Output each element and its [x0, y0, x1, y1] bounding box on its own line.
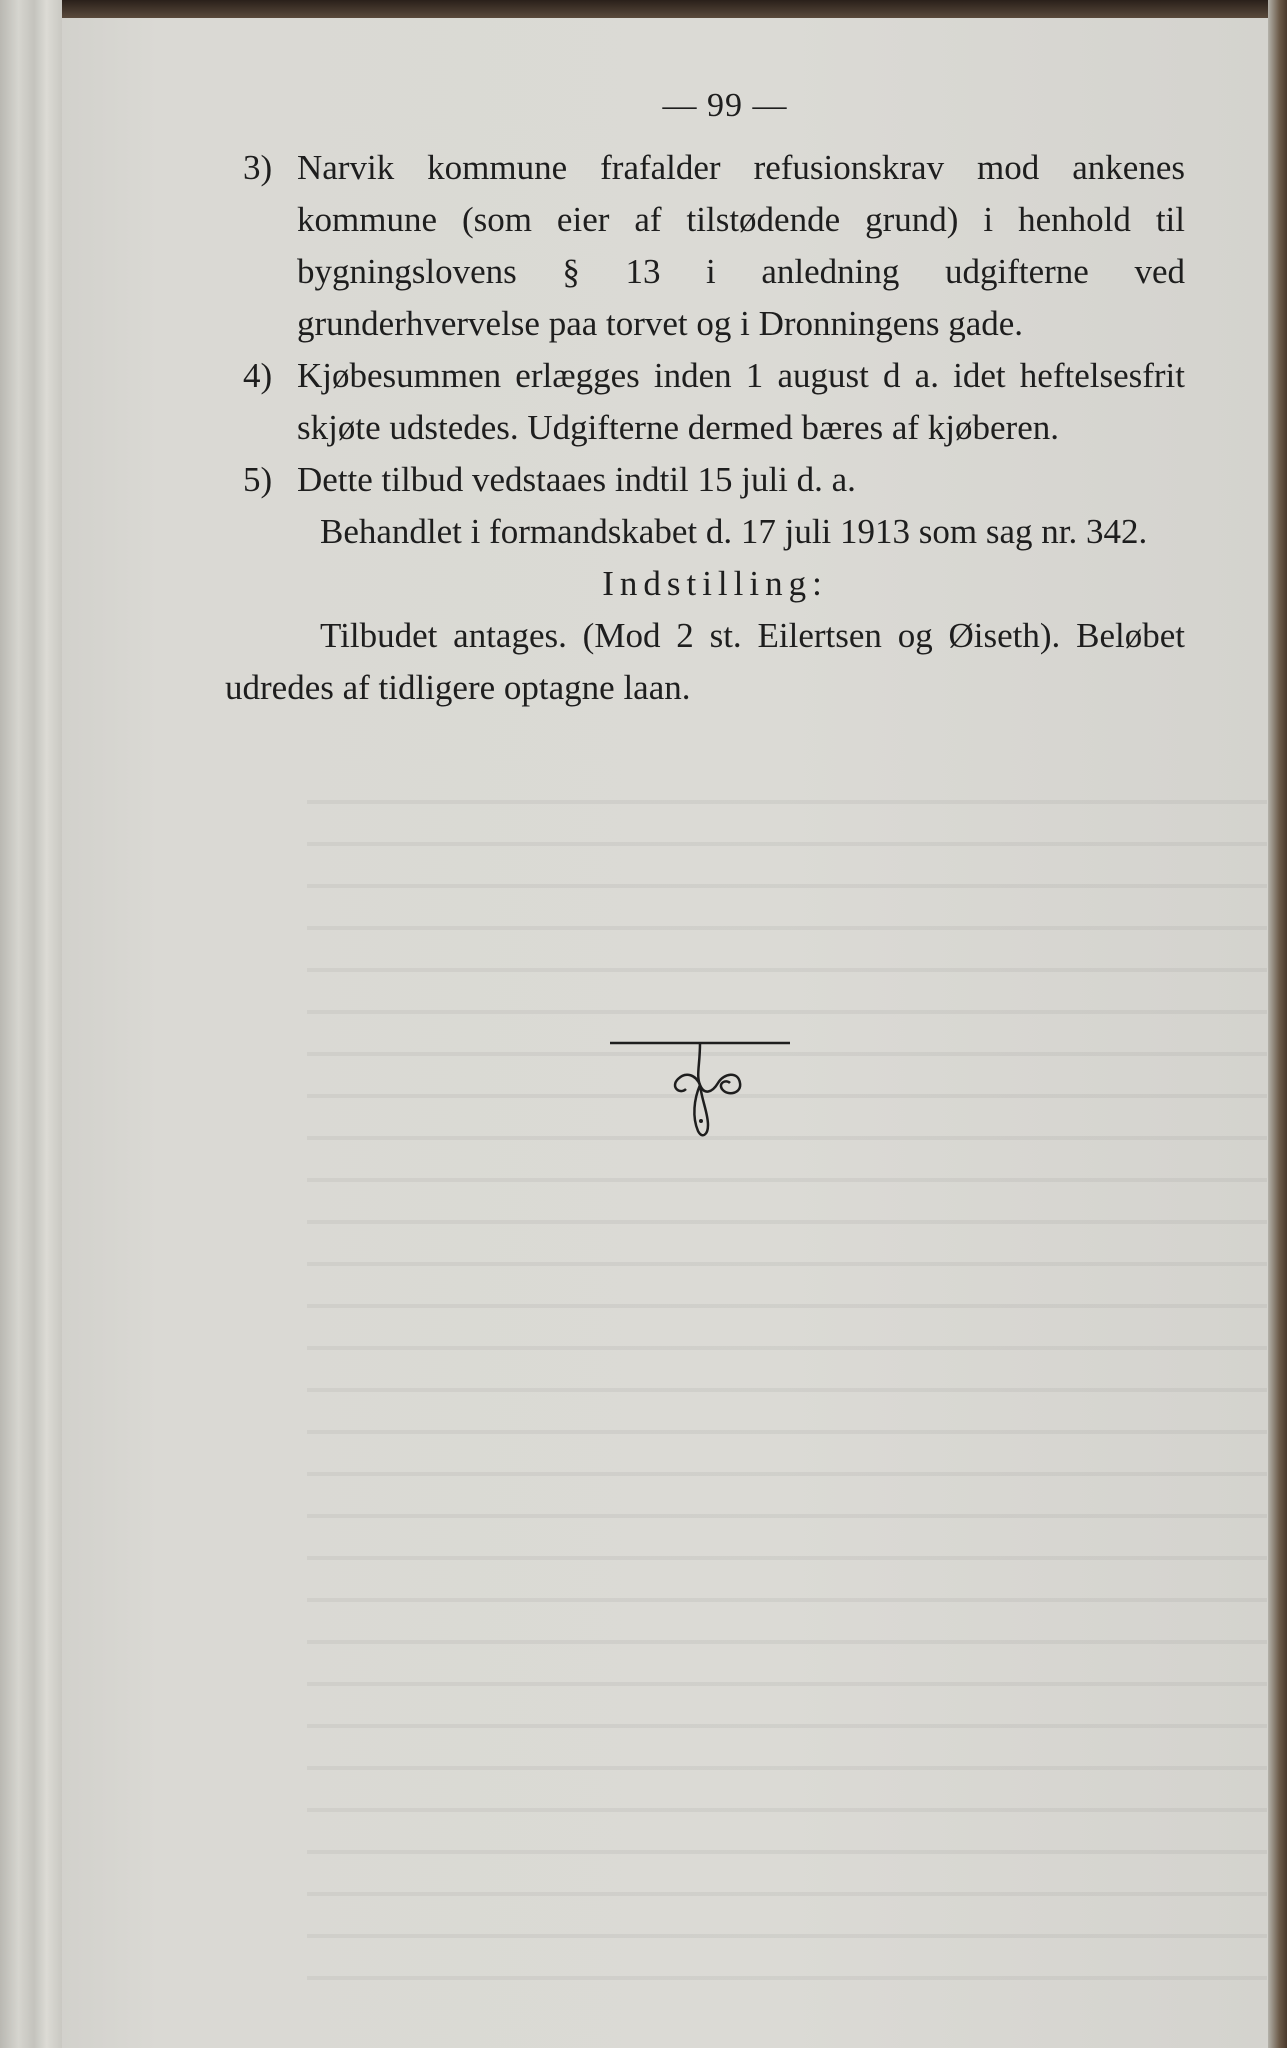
book-spine-edge: [0, 0, 62, 2048]
show-through-texture: [307, 778, 1267, 1998]
list-item-5: [225, 454, 1185, 506]
scan-right-edge: [1268, 0, 1287, 2048]
list-item-text: Dette tilbud vedstaaes indtil 15 juli d. a.: [297, 460, 856, 499]
recommendation-paragraph: Tilbudet antages. (Mod 2 st. Eilertsen og Øiseth). Beløbet udredes af tidligere optagne laan.: [225, 616, 1185, 707]
list-item-text: Kjøbesummen erlægges inden 1 august d a. idet heftelsesfrit skjøte udstedes. Udgifterne dermed bæres af kjøberen.: [297, 356, 1185, 447]
list-item-number: 3): [243, 148, 273, 187]
list-item-number: 5): [243, 460, 273, 499]
section-heading: Indstilling:: [602, 564, 828, 603]
list-item-text: Narvik kommune frafalder refusionskrav mod ankenes kommune (som eier af tilstødende grund) i henhold til bygningslovens § 13 i anledning udgifterne ved grunderhvervelse paa torvet og i Dronningens gade.: [297, 148, 1185, 343]
page-number: — 99 —: [662, 87, 788, 124]
list-item-3: [225, 142, 1185, 350]
page-content: [225, 80, 1185, 714]
list-item-4: [225, 350, 1185, 454]
treated-paragraph: Behandlet i formandskabet d. 17 juli 1913 som sag nr. 342.: [320, 512, 1148, 551]
list-item-number: 4): [243, 356, 273, 395]
scan-top-edge: [0, 0, 1287, 18]
ornament-icon: [600, 1035, 800, 1155]
